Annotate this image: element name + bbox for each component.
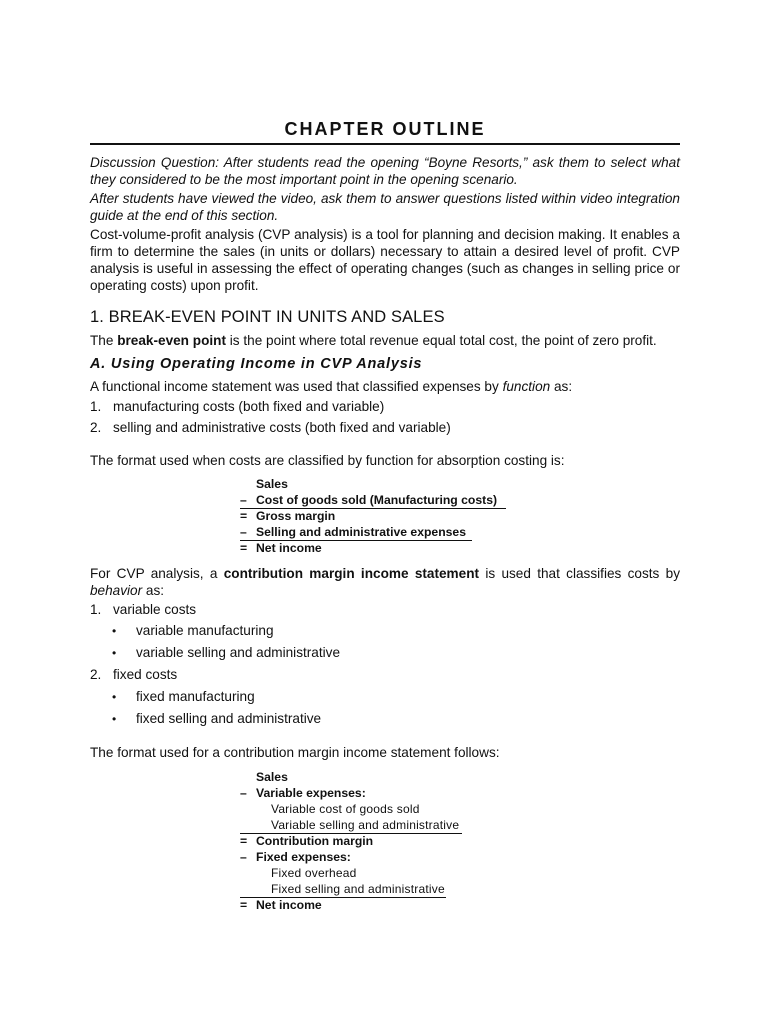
list-item <box>90 419 451 436</box>
cvp-post: as: <box>142 583 165 598</box>
list-text: fixed costs <box>113 667 178 682</box>
section-1-heading: 1. BREAK-EVEN POINT IN UNITS AND SALES <box>90 308 445 326</box>
bullet-item <box>112 710 321 728</box>
cvp-mid: is used that classifies costs by <box>479 566 681 581</box>
row-label: Cost of goods sold (Manufacturing costs) <box>256 493 498 507</box>
break-even-definition <box>90 332 680 349</box>
bullet-icon: • <box>112 690 117 704</box>
bullet-text: variable selling and administrative <box>136 645 341 660</box>
list-text: manufacturing costs (both fixed and variable) <box>113 399 385 414</box>
list-item <box>90 398 384 415</box>
functional-post: as: <box>550 379 573 394</box>
row-label: Sales <box>256 477 288 491</box>
row-label: Selling and administrative expenses <box>256 525 466 539</box>
cvp-pre: For CVP analysis, a <box>90 566 224 581</box>
row-label: Contribution margin <box>256 834 374 848</box>
video-instruction: After students have viewed the video, ask them to answer questions listed within video integration guide at the end of this section. <box>90 191 680 223</box>
row-operator: = <box>240 834 248 848</box>
row-operator: = <box>240 898 248 912</box>
row-label: Fixed expenses: <box>256 850 351 864</box>
row-label: Fixed overhead <box>271 866 357 880</box>
row-label: Gross margin <box>256 509 336 523</box>
list-number: 2. <box>90 420 102 435</box>
row-label: Net income <box>256 541 322 555</box>
absorption-intro: The format used when costs are classified by function for absorption costing is: <box>90 453 565 468</box>
functional-statement-paragraph <box>90 378 680 395</box>
list-number: 1. <box>90 602 102 617</box>
list-number: 1. <box>90 399 102 414</box>
list-text: variable costs <box>113 602 197 617</box>
list-item <box>90 601 196 618</box>
bullet-text: variable manufacturing <box>136 623 274 638</box>
row-label: Net income <box>256 898 322 912</box>
row-label: Variable cost of goods sold <box>271 802 420 816</box>
row-label: Sales <box>256 770 288 784</box>
bullet-item <box>112 622 274 640</box>
bullet-icon: • <box>112 624 117 638</box>
section-a-heading: A. Using Operating Income in CVP Analysis <box>90 356 423 372</box>
cvp-intro-paragraph: Cost-volume-profit analysis (CVP analysis) is a tool for planning and decision making. It enables a firm to determine the sales (in units or dollars) necessary to attain a desired level of profit. CVP analysis is useful in assessing the effect of operating changes (such as changes in selling price or operating costs) upon profit. <box>90 227 680 293</box>
row-label: Variable expenses: <box>256 786 366 800</box>
title-underline <box>90 143 680 145</box>
list-text: selling and administrative costs (both fixed and variable) <box>113 420 451 435</box>
bullet-icon: • <box>112 646 117 660</box>
row-operator: = <box>240 541 248 555</box>
absorption-income-statement <box>240 476 510 560</box>
cvp-behavior: behavior <box>90 583 143 598</box>
row-operator: – <box>240 850 247 864</box>
chapter-title: CHAPTER OUTLINE <box>284 119 486 139</box>
list-item <box>90 666 177 683</box>
row-label: Fixed selling and administrative <box>271 882 445 896</box>
contribution-margin-income-statement <box>240 769 480 919</box>
row-operator: – <box>240 786 247 800</box>
cm-intro: The format used for a contribution margin income statement follows: <box>90 745 500 760</box>
bullet-text: fixed manufacturing <box>136 689 255 704</box>
contribution-margin-paragraph <box>90 565 680 599</box>
cvp-term: contribution margin income statement <box>223 566 480 581</box>
list-number: 2. <box>90 667 102 682</box>
def-post: is the point where total revenue equal total cost, the point of zero profit. <box>225 333 657 348</box>
def-pre: The <box>90 333 118 348</box>
row-operator: – <box>240 525 247 539</box>
discussion-question: Discussion Question: After students read the opening “Boyne Resorts,” ask them to select what they considered to be the most important point in the opening scenario. <box>90 155 680 187</box>
functional-pre: A functional income statement was used that classified expenses by <box>90 379 503 394</box>
bullet-item <box>112 688 255 706</box>
functional-term: function <box>502 379 551 394</box>
bullet-item <box>112 644 340 662</box>
row-operator: = <box>240 509 248 523</box>
bullet-text: fixed selling and administrative <box>136 711 322 726</box>
def-term: break-even point <box>117 333 226 348</box>
bullet-icon: • <box>112 712 117 726</box>
row-operator: – <box>240 493 247 507</box>
row-label: Variable selling and administrative <box>271 818 460 832</box>
